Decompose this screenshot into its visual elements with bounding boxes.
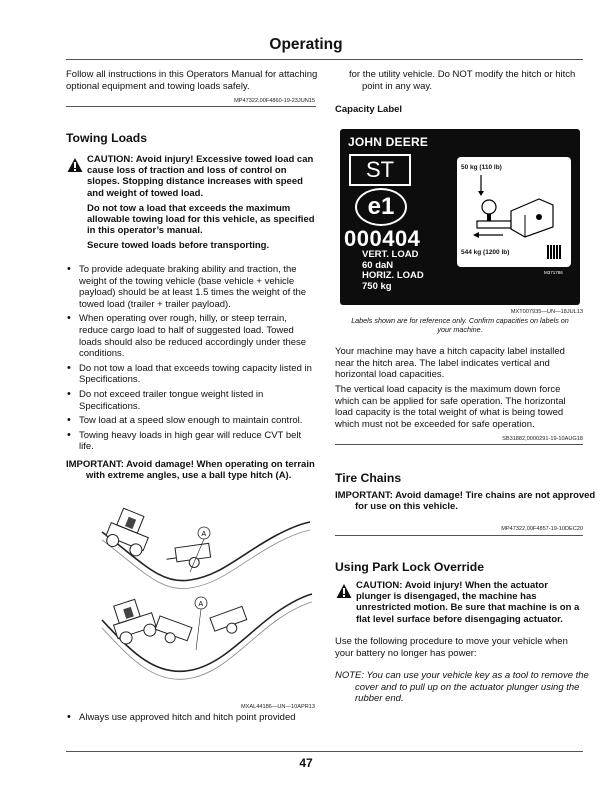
horiz-load-value: 750 kg xyxy=(362,280,392,292)
hitch-ball-icon xyxy=(463,171,567,255)
list-item: • Always use approved hitch and hitch point provided xyxy=(66,712,318,724)
brand-name: JOHN DEERE xyxy=(348,135,429,149)
towing-terrain-illustration xyxy=(100,500,315,700)
callout-a-bottom: A xyxy=(198,601,204,608)
label-load-values xyxy=(362,250,424,292)
list-item: • When operating over rough, hilly, or steep terrain, reduce cargo load to half of suggested load. Towed loads should also be reduced accordingly under these conditions. xyxy=(66,313,318,359)
label-small-code: M371786 xyxy=(544,270,563,275)
intro-paragraph: Follow all instructions in this Operators Manual for attaching optional equipment and towing loads safely. xyxy=(66,69,318,92)
tire-chains-important: IMPORTANT: Avoid damage! Tire chains are not approved for use on this vehicle. xyxy=(335,490,596,513)
label-e1-mark: e1 xyxy=(355,188,407,226)
warning-triangle-icon xyxy=(336,583,352,599)
capacity-label-heading: Capacity Label xyxy=(335,104,403,115)
label-reference: MXT007935—UN—18JUL13 xyxy=(510,309,583,315)
tongue-weight-label: 50 kg (110 lb) xyxy=(461,164,502,171)
label-caption: Labels shown are for reference only. Confirm capacities on labels on your machine. xyxy=(351,316,569,334)
towing-caution-limit: Do not tow a load that exceeds the maximum allowable towing load for this vehicle, as specified in this operator’s manual. xyxy=(87,203,315,237)
park-lock-procedure: Use the following procedure to move your vehicle when your battery no longer has power: xyxy=(335,636,568,659)
important-ball-hitch: IMPORTANT: Avoid damage! When operating on terrain with extreme angles, use a ball type hitch (A). xyxy=(66,459,315,482)
horiz-load-label: HORIZ. LOAD xyxy=(362,270,424,281)
label-st-badge: ST xyxy=(349,154,411,186)
title-rule xyxy=(66,59,583,60)
list-item: • Do not tow a load that exceeds towing capacity listed in Specifications. xyxy=(66,363,318,386)
callout-a-top: A xyxy=(201,531,207,538)
towing-caution-text: CAUTION: Avoid injury! Excessive towed load can cause loss of traction and loss of control on slopes. Stopping distance increases with speed and weight of towed load. xyxy=(87,154,314,199)
tire-chains-heading: Tire Chains xyxy=(335,471,402,485)
park-lock-caution: CAUTION: Avoid injury! When the actuator plunger is disengaged, the machine has unrestricted motion. Be sure that machine is on a flat level surface before disengaging actuator. xyxy=(356,580,580,625)
page-number: 47 xyxy=(299,756,313,770)
towing-loads-heading: Towing Loads xyxy=(66,131,148,145)
load-capacity-paragraph: The vertical load capacity is the maximum down force which can be applied for safe operation. The horizontal load capacity is the total weight of what is being towed which must not be exceeded for safe operation. xyxy=(335,384,566,430)
list-item: • Towing heavy loads in high gear will reduce CVT belt life. xyxy=(66,430,318,453)
list-item: • Do not exceed trailer tongue weight listed in Specifications. xyxy=(66,389,318,412)
section-rule xyxy=(66,106,316,107)
section-rule xyxy=(335,535,583,536)
hitch-continued-text: for the utility vehicle. Do NOT modify the hitch or hitch point in any way. xyxy=(349,69,576,92)
intro-reference: MP47322,00F4860-19-23JUN15 xyxy=(234,98,315,104)
hitch-label-paragraph: Your machine may have a hitch capacity label installed near the hitch area. The label indicates vertical and horizontal load capacities. xyxy=(335,346,565,381)
footer-rule xyxy=(66,751,583,752)
section-rule xyxy=(335,444,583,445)
towing-bullet-list xyxy=(66,264,318,456)
hitch-diagram-panel xyxy=(457,157,571,267)
hitch-bullet-list xyxy=(66,712,318,727)
vert-load-value: 60 daN xyxy=(362,259,394,271)
capacity-label-image xyxy=(340,129,580,305)
label-serial: 000404 xyxy=(344,226,421,251)
qr-code-icon xyxy=(547,245,561,259)
warning-triangle-icon xyxy=(67,157,83,173)
vert-load-label: VERT. LOAD xyxy=(362,249,419,260)
page-title: Operating xyxy=(269,36,343,53)
list-item: • Tow load at a speed slow enough to maintain control. xyxy=(66,415,318,427)
figure-reference: MXAL44186—UN—10APR13 xyxy=(241,704,315,710)
list-item: • To provide adequate braking ability and traction, the weight of the towing vehicle (base vehicle + vehicle payload) should be at least 1.5 times the weight of the towed load (trailer + trailer payload). xyxy=(66,264,318,310)
towing-caution-secure: Secure towed loads before transporting. xyxy=(87,240,270,251)
tire-chains-reference: MP47322,00F4857-19-10DEC20 xyxy=(501,526,583,532)
tow-weight-label: 544 kg (1200 lb) xyxy=(461,249,510,256)
park-lock-note: NOTE: You can use your vehicle key as a tool to remove the cover and to pull up on the actuator plunger using the rubber end. xyxy=(335,670,589,705)
load-capacity-reference: SB31882,0000291-19-10AUG18 xyxy=(502,436,583,442)
park-lock-heading: Using Park Lock Override xyxy=(335,560,485,574)
